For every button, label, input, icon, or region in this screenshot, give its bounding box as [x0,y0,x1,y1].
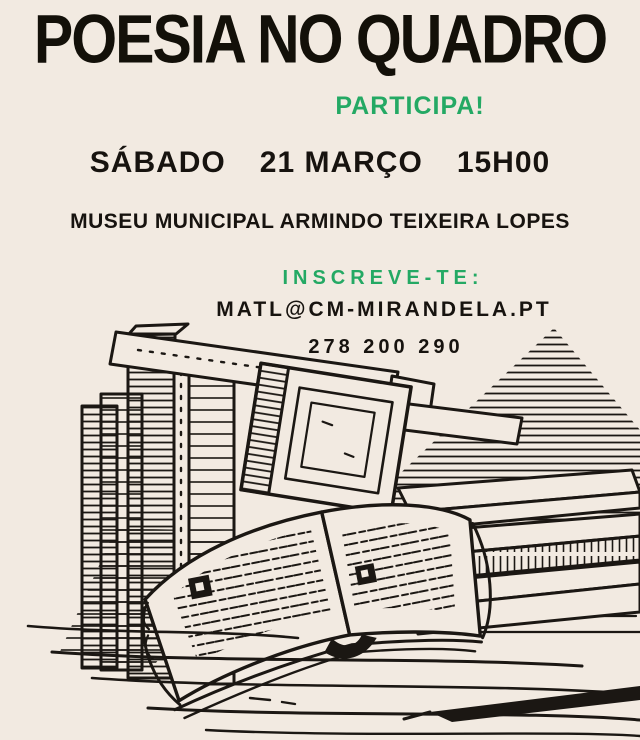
event-time: 15H00 [456,146,551,179]
event-dateline [0,146,640,180]
event-day: SÁBADO [89,146,226,179]
signup-phone: 278 200 290 [308,336,464,358]
page-title: POESIA NO QUADRO [33,1,607,78]
event-date: 21 MARÇO [259,146,423,179]
venue-name: MUSEU MUNICIPAL ARMINDO TEIXEIRA LOPES [70,210,570,233]
signup-label: INSCREVE-TE: [282,267,484,289]
books-sketch-illustration [0,320,640,740]
signup-email: MATL@CM-MIRANDELA.PT [216,298,552,321]
leaning-book [241,363,411,513]
participate-label: PARTICIPA! [335,92,485,120]
